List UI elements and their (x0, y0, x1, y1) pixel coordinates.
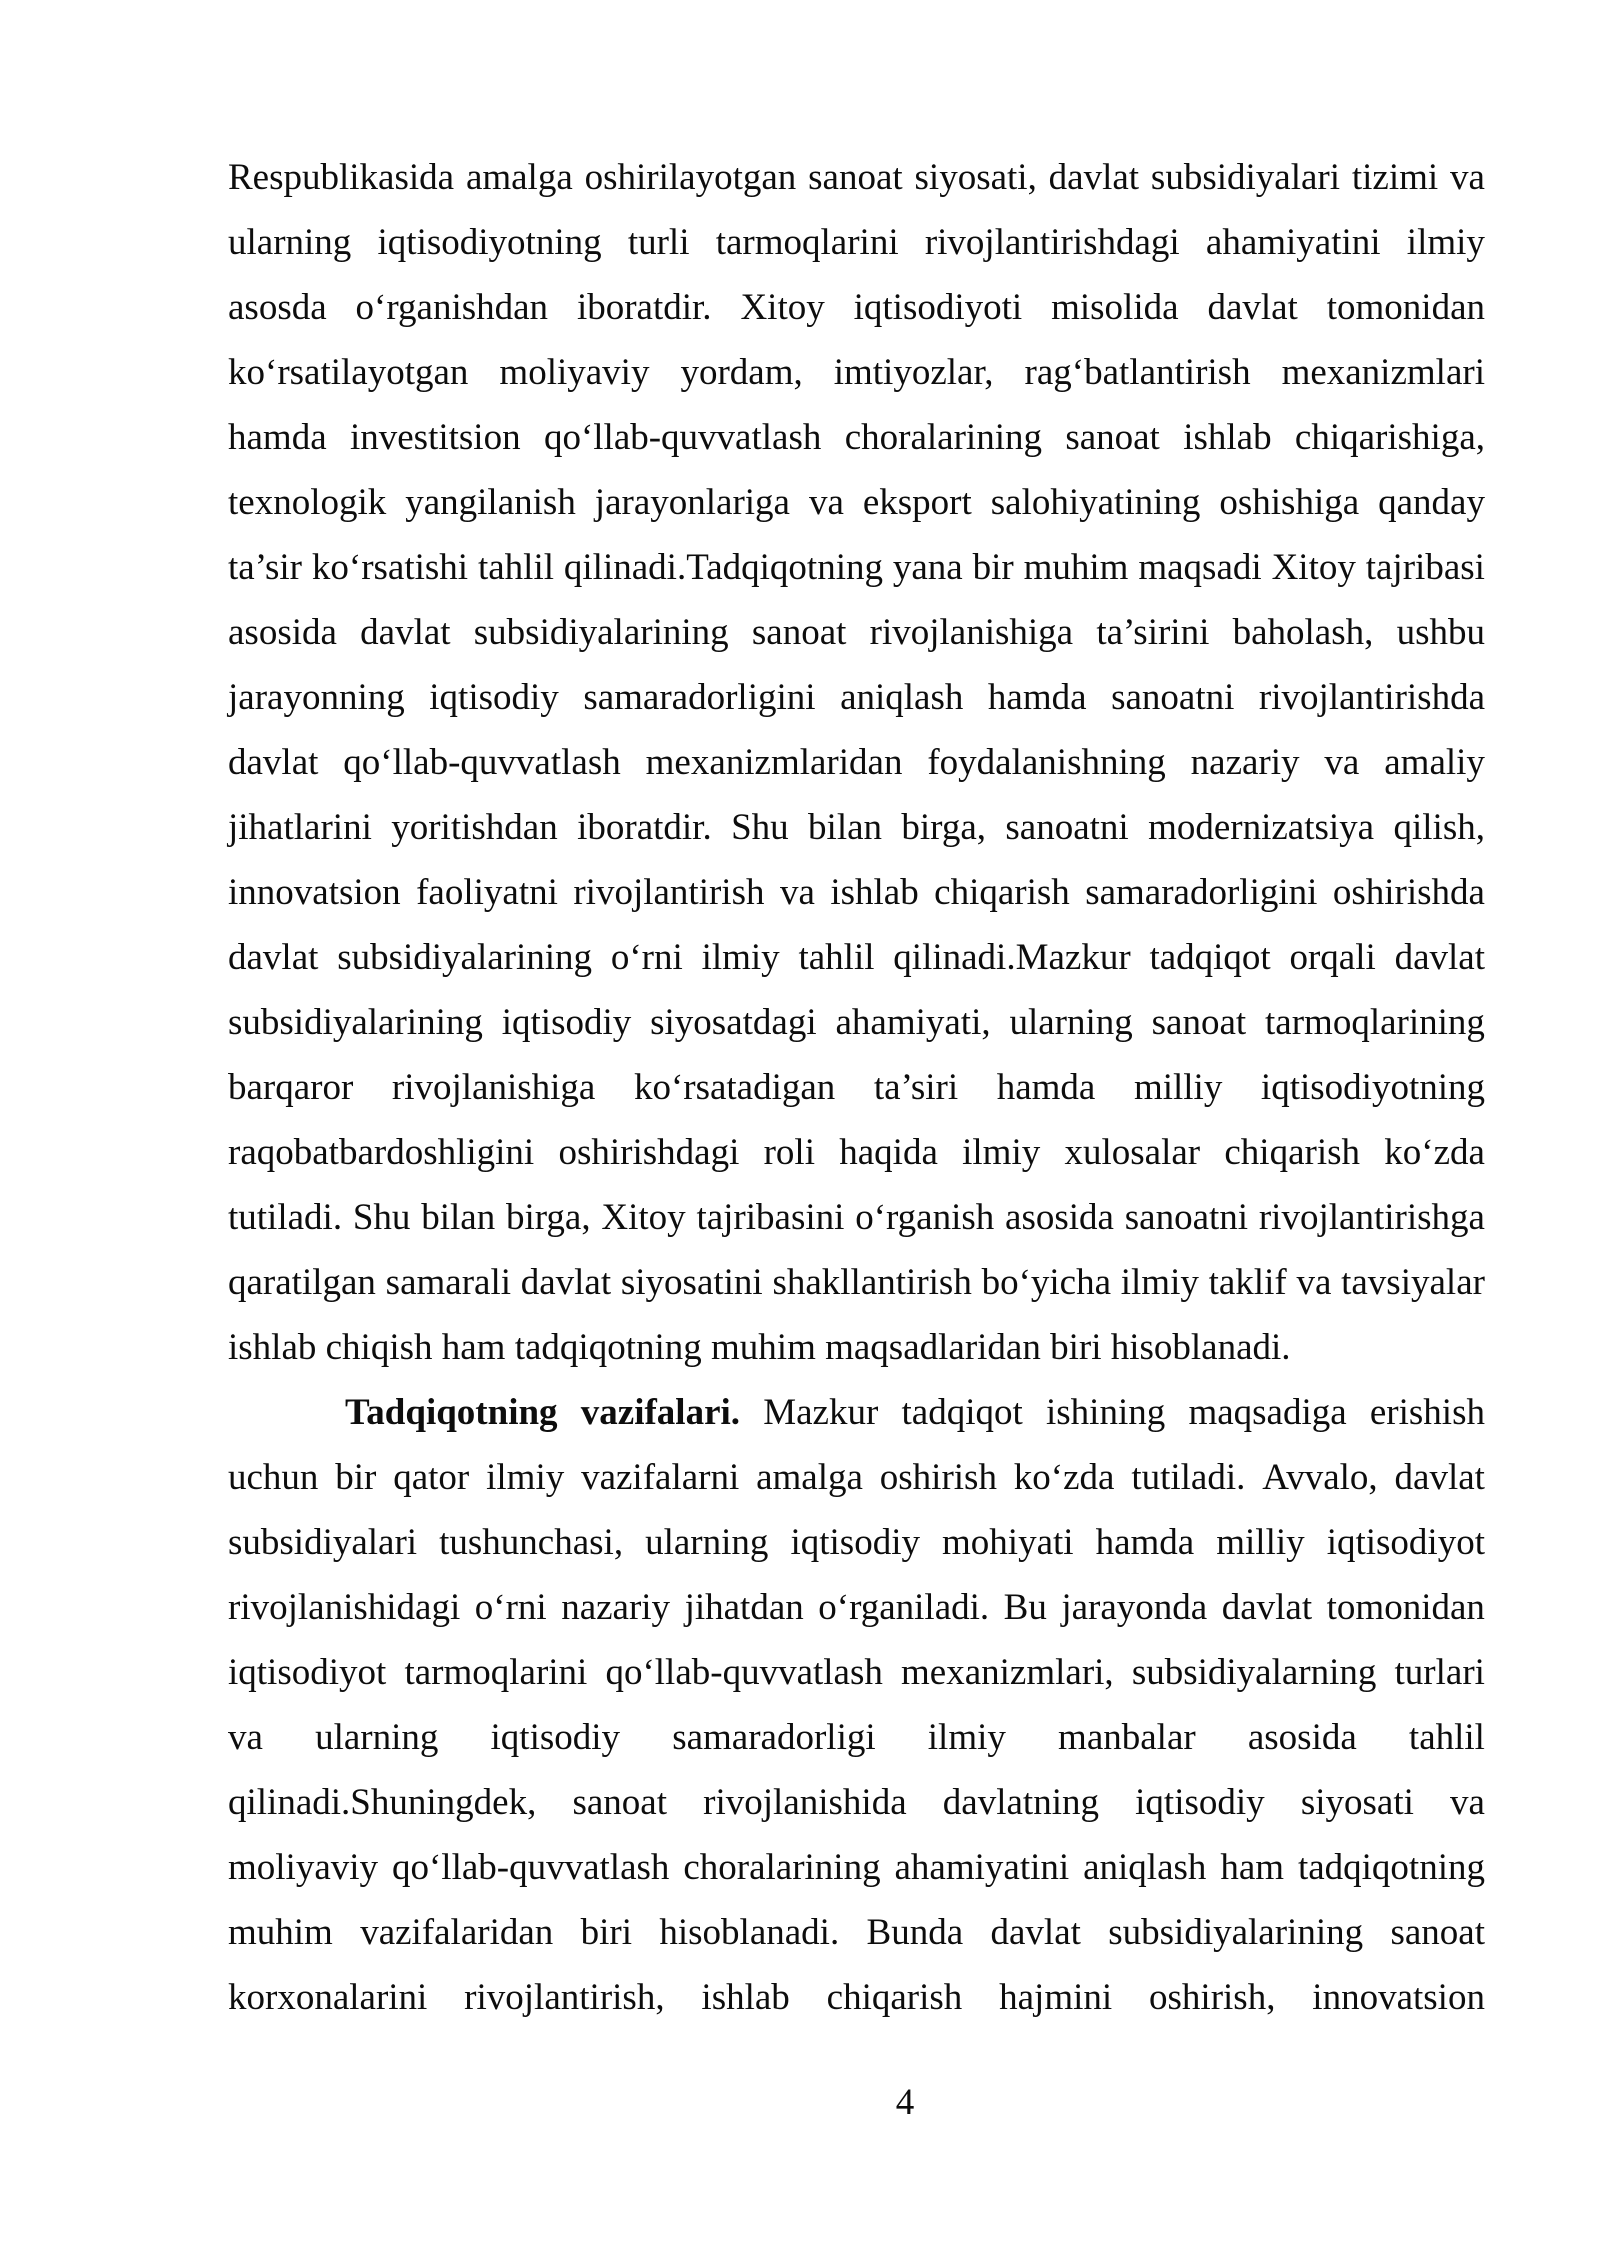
word: siyosatdagi (650, 1002, 817, 1043)
text-line (228, 925, 1485, 990)
word: maqsadi (1138, 547, 1262, 588)
text-line (228, 275, 1485, 340)
word: oshirilayotgan (584, 157, 797, 198)
word: jarayonda (1061, 1587, 1208, 1628)
word: qo‘llab-quvvatlash (605, 1652, 883, 1693)
word: qaratilgan (228, 1262, 376, 1303)
word: hisoblanadi. (659, 1912, 840, 1953)
word: qo‘llab-quvvatlash (543, 417, 822, 458)
text-line (228, 145, 1485, 210)
text-block (228, 145, 1485, 2030)
word: sanoatni (1005, 807, 1129, 848)
word: o‘rganish (855, 1197, 995, 1238)
text-line (228, 1510, 1485, 1575)
word: texnologik (228, 482, 387, 523)
word: qo‘llab-quvvatlash (391, 1847, 670, 1888)
word: tadqiqot (901, 1392, 1023, 1433)
text-line (228, 1640, 1485, 1705)
word: iqtisodiyotning (377, 222, 602, 263)
word: ahamiyatini (894, 1847, 1070, 1888)
word: tushunchasi, (439, 1522, 624, 1563)
word: hamda (228, 417, 327, 458)
text-line (228, 1770, 1485, 1835)
word: asosida (1247, 1717, 1357, 1758)
word: davlat (990, 1912, 1081, 1953)
word: tarmoqlarini (404, 1652, 588, 1693)
word: jarayonning (228, 677, 405, 718)
word: ko‘rsatadigan (633, 1067, 836, 1108)
word: o‘rni (610, 937, 683, 978)
word: asosda (228, 287, 327, 328)
word: oshirishda (1332, 872, 1485, 913)
word: iqtisodiy (501, 1002, 632, 1043)
word: uchun (228, 1457, 319, 1498)
text-line (228, 340, 1485, 405)
page-number: 4 (895, 2082, 915, 2123)
word: tahlil (798, 937, 875, 978)
word: qilinadi.Shuningdek, (228, 1782, 537, 1823)
word: ularning (645, 1522, 769, 1563)
word: choralarining (683, 1847, 881, 1888)
word: innovatsion (1312, 1977, 1485, 2018)
word: ularning (228, 222, 352, 263)
word: ushbu (1396, 612, 1485, 653)
text-line (228, 1705, 1485, 1770)
word: tavsiyalar (1341, 1262, 1485, 1303)
word: rivojlanishidagi (228, 1587, 461, 1628)
word: turlari (1394, 1652, 1485, 1693)
word: amaliy (1384, 742, 1485, 783)
word: muhim (1023, 547, 1129, 588)
text-line (228, 210, 1485, 275)
word: ta’sirini (1096, 612, 1210, 653)
text-line (228, 1445, 1485, 1510)
word: aniqlash (840, 677, 964, 718)
word: davlat (228, 937, 319, 978)
word: davlatning (942, 1782, 1099, 1823)
text-line: ishlab chiqish ham tadqiqotning muhim maqsadlaridan biri hisoblanadi. (228, 1327, 1291, 1368)
word: chiqarishiga, (1294, 417, 1485, 458)
word: choralarining (844, 417, 1042, 458)
word: chiqarish (826, 1977, 963, 2018)
word: tomonidan (1326, 287, 1485, 328)
word: Shu (731, 807, 789, 848)
word: ishlab (701, 1977, 790, 2018)
text-line (228, 1575, 1485, 1640)
word: qilinadi.Mazkur (893, 937, 1131, 978)
word: muhim (228, 1912, 333, 1953)
word: faoliyatni (416, 872, 558, 913)
word: Bunda (866, 1912, 964, 1953)
word: samaradorligini (583, 677, 816, 718)
word: samaradorligini (1085, 872, 1318, 913)
word: Xitoy (601, 1197, 686, 1238)
text-line (228, 1250, 1485, 1315)
word: oshishiga (1219, 482, 1360, 523)
word: maqsadiga (1188, 1392, 1347, 1433)
word: ko‘rsatilayotgan (228, 352, 469, 393)
word: baholash, (1232, 612, 1374, 653)
word: siyosatini (620, 1262, 763, 1303)
word: bo‘yicha (981, 1262, 1112, 1303)
word: tadqiqot (1149, 937, 1271, 978)
word: rivojlantirishdagi (924, 222, 1180, 263)
word: milliy (1216, 1522, 1305, 1563)
word: tahlil (477, 547, 555, 588)
word: va (1450, 157, 1485, 198)
word: barqaror (228, 1067, 354, 1108)
word: roli (763, 1132, 815, 1173)
word: ahamiyatini (1205, 222, 1381, 263)
word: bir (335, 1457, 377, 1498)
word: yordam, (680, 352, 803, 393)
word: mexanizmlaridan (645, 742, 903, 783)
word: chiqarish (1224, 1132, 1360, 1173)
word: tajribasini (696, 1197, 845, 1238)
text-line (228, 535, 1485, 600)
word: davlat (1207, 287, 1298, 328)
text-line (228, 730, 1485, 795)
word: sanoat (751, 612, 847, 653)
text-line (228, 1185, 1485, 1250)
word: vazifalarni (581, 1457, 740, 1498)
text-line (228, 795, 1485, 860)
word: mohiyati (942, 1522, 1074, 1563)
word: va (1450, 1782, 1485, 1823)
word: va (1296, 1262, 1332, 1303)
word: rivojlantirish (573, 872, 765, 913)
word: Bu (1003, 1587, 1047, 1628)
word: iqtisodiy (1135, 1782, 1265, 1823)
word: Respublikasida (228, 157, 455, 198)
word: sanoat (808, 157, 903, 198)
word: yangilanish (405, 482, 576, 523)
word: manbalar (1058, 1717, 1196, 1758)
word: va (228, 1717, 263, 1758)
word: orqali (1289, 937, 1376, 978)
word: ishining (1045, 1392, 1166, 1433)
word: misolida (1051, 287, 1179, 328)
word: iqtisodiy (429, 677, 559, 718)
word: samaradorligi (672, 1717, 876, 1758)
word: raqobatbardoshligini (228, 1132, 535, 1173)
word: subsidiyalarining (337, 937, 593, 978)
word: shakllantirish (772, 1262, 972, 1303)
word: davlat (1221, 1587, 1313, 1628)
word: tutiladi. (1131, 1457, 1246, 1498)
word: ko‘zda (1013, 1457, 1115, 1498)
word: iqtisodiyoti (853, 287, 1023, 328)
word: ilmiy (486, 1457, 565, 1498)
word: rag‘batlantirish (1024, 352, 1251, 393)
word: subsidiyalari (1150, 157, 1341, 198)
word: yoritishdan (391, 807, 558, 848)
word: rivojlanishida (703, 1782, 907, 1823)
word: mexanizmlari (1281, 352, 1485, 393)
word: ularning (1009, 1002, 1133, 1043)
word: qator (393, 1457, 470, 1498)
word: vazifalari. (580, 1392, 741, 1433)
word: tomonidan (1326, 1587, 1485, 1628)
word: hajmini (999, 1977, 1113, 2018)
word: subsidiyalarining (1108, 1912, 1364, 1953)
word: ilmiy (701, 937, 780, 978)
word: modernizatsiya (1148, 807, 1375, 848)
word: ishlab (1183, 417, 1272, 458)
word: birga, (901, 807, 987, 848)
word: qilinadi.Tadqiqotning (563, 547, 883, 588)
word: va (1324, 742, 1360, 783)
word: iboratdir. (577, 807, 712, 848)
word: ishlab (830, 872, 919, 913)
word: siyosati (1300, 1782, 1414, 1823)
word: hamda (996, 1067, 1096, 1108)
word: rivojlantirish, (464, 1977, 665, 2018)
word: iqtisodiyotning (1260, 1067, 1485, 1108)
word: rivojlantirishda (1258, 677, 1485, 718)
word: eksport (862, 482, 972, 523)
word: ham (1220, 1847, 1285, 1888)
word: ilmiy (927, 1717, 1006, 1758)
word: subsidiyalari (228, 1522, 418, 1563)
word: korxonalarini (228, 1977, 428, 2018)
word: erishish (1369, 1392, 1485, 1433)
word: moliyaviy (499, 352, 650, 393)
word: xulosalar (1064, 1132, 1201, 1173)
word: sanoat (1151, 1002, 1247, 1043)
word: Xitoy (740, 287, 825, 328)
word: jihatdan (684, 1587, 804, 1628)
word: taklif (1208, 1262, 1287, 1303)
text-line (228, 1055, 1485, 1120)
word: jarayonlariga (594, 482, 790, 523)
word: davlat (520, 1262, 612, 1303)
word: birga, (505, 1197, 591, 1238)
word: davlat (1394, 1457, 1485, 1498)
word: investitsion (349, 417, 521, 458)
word: chiqarish (934, 872, 1070, 913)
word: ilmiy (1120, 1262, 1199, 1303)
word: subsidiyalarning (1131, 1652, 1377, 1693)
text-line (228, 600, 1485, 665)
word: imtiyozlar, (833, 352, 994, 393)
word: tajribasi (1365, 547, 1485, 588)
word: hamda (987, 677, 1087, 718)
text-line (228, 1965, 1485, 2030)
text-line (228, 1835, 1485, 1900)
word: davlat (360, 612, 451, 653)
word: rivojlanishiga (869, 612, 1074, 653)
word: Avvalo, (1262, 1457, 1378, 1498)
word: yana (892, 547, 963, 588)
word: siyosati, (914, 157, 1037, 198)
text-line (228, 1380, 1485, 1445)
word: jihatlarini (228, 807, 372, 848)
word: asosida (1005, 1197, 1114, 1238)
word: tahlil (1408, 1717, 1485, 1758)
word: amalga (756, 1457, 863, 1498)
text-line (228, 1120, 1485, 1185)
word: ko‘rsatishi (311, 547, 469, 588)
word: sanoat (572, 1782, 668, 1823)
word: ilmiy (962, 1132, 1041, 1173)
word: tarmoqlarining (1265, 1002, 1485, 1043)
word: oshirish (879, 1457, 997, 1498)
word: Shu (352, 1197, 411, 1238)
word: foydalanishning (927, 742, 1166, 783)
word: aniqlash (1083, 1847, 1207, 1888)
word: amalga (465, 157, 573, 198)
word: ularning (315, 1717, 439, 1758)
word: o‘rganiladi. (818, 1587, 990, 1628)
word: sanoatni (1124, 1197, 1249, 1238)
text-line (228, 860, 1485, 925)
word: Tadqiqotning (345, 1392, 558, 1433)
word: turli (627, 222, 690, 263)
word: nazariy (1190, 742, 1300, 783)
word: ilmiy (1406, 222, 1485, 263)
word: mexanizmlari, (901, 1652, 1114, 1693)
word: bir (972, 547, 1014, 588)
word: o‘rganishdan (355, 287, 549, 328)
word: bilan (421, 1197, 496, 1238)
word: qo‘llab-quvvatlash (343, 742, 621, 783)
word: tadqiqotning (1297, 1847, 1485, 1888)
word: tutiladi. (228, 1197, 343, 1238)
word: sanoat (1065, 417, 1160, 458)
text-line (228, 990, 1485, 1055)
word: Mazkur (763, 1392, 879, 1433)
word: ta’siri (873, 1067, 959, 1108)
word: nazariy (561, 1587, 671, 1628)
word: iboratdir. (576, 287, 712, 328)
word: Xitoy (1271, 547, 1356, 588)
word: qanday (1378, 482, 1485, 523)
word: iqtisodiy (490, 1717, 621, 1758)
word: sanoatni (1111, 677, 1235, 718)
word: innovatsion (228, 872, 401, 913)
word: va (808, 482, 844, 523)
word: milliy (1133, 1067, 1223, 1108)
word: moliyaviy (228, 1847, 379, 1888)
word: qilish, (1393, 807, 1485, 848)
word: tarmoqlarini (715, 222, 899, 263)
word: o‘rni (474, 1587, 547, 1628)
word: davlat (1048, 157, 1140, 198)
word: va (779, 872, 815, 913)
word: ahamiyati, (835, 1002, 991, 1043)
word: davlat (228, 742, 319, 783)
word: vazifalaridan (360, 1912, 554, 1953)
text-line (228, 470, 1485, 535)
word: rivojlanishiga (391, 1067, 596, 1108)
word: rivojlantirishga (1258, 1197, 1485, 1238)
text-line (228, 405, 1485, 470)
word: oshirish, (1149, 1977, 1276, 2018)
word: ta’sir (228, 547, 302, 588)
text-line (228, 1900, 1485, 1965)
word: biri (580, 1912, 633, 1953)
word: asosida (228, 612, 337, 653)
word: subsidiyalarining (228, 1002, 483, 1043)
word: ko‘zda (1384, 1132, 1485, 1173)
word: hamda (1095, 1522, 1195, 1563)
word: tizimi (1351, 157, 1439, 198)
text-line (228, 665, 1485, 730)
word: iqtisodiyot (1326, 1522, 1485, 1563)
word: bilan (808, 807, 883, 848)
word: subsidiyalarining (473, 612, 729, 653)
word: haqida (839, 1132, 938, 1173)
word: salohiyatining (990, 482, 1201, 523)
word: iqtisodiy (790, 1522, 920, 1563)
word: davlat (1394, 937, 1485, 978)
word: samarali (385, 1262, 511, 1303)
word: oshirishdagi (558, 1132, 740, 1173)
word: iqtisodiyot (228, 1652, 387, 1693)
word: sanoat (1390, 1912, 1485, 1953)
